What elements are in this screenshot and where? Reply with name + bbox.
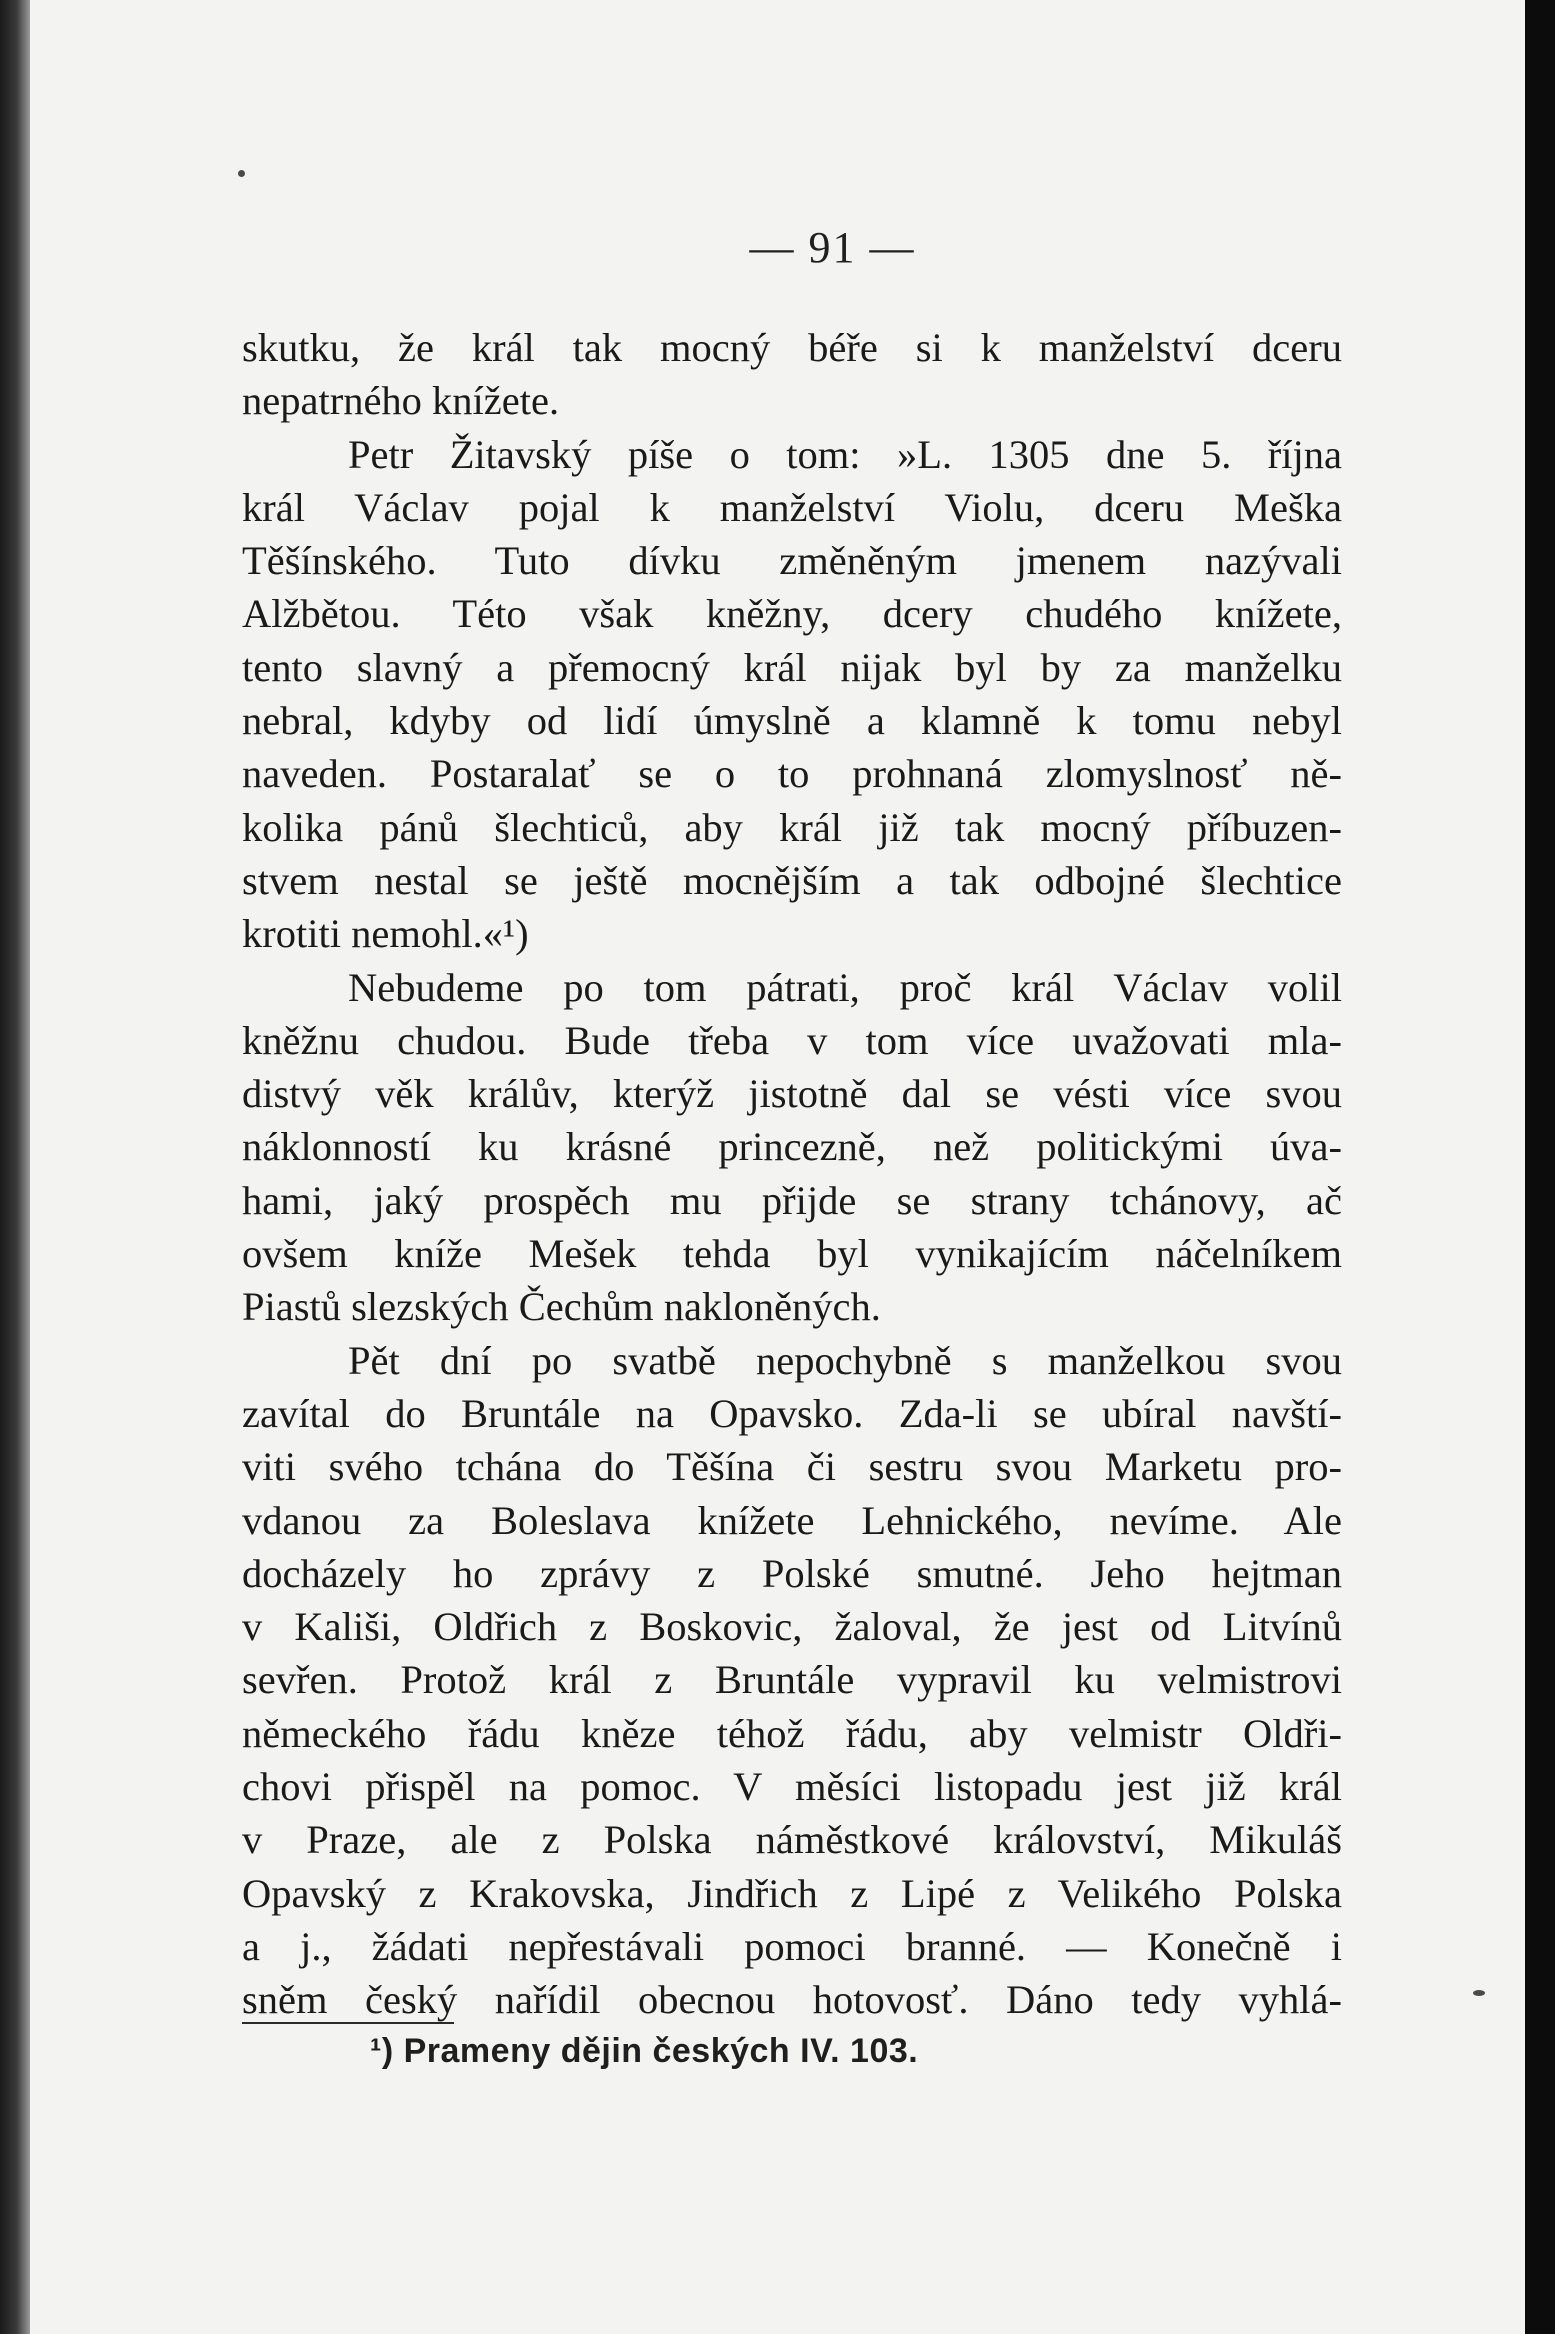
text-line: kněžnu chudou. Bude třeba v tom více uvažovati mla- [242, 1017, 1342, 1063]
text-line: v Praze, ale z Polska náměstkové království, Mikuláš [242, 1817, 1342, 1863]
page-number: — 91 — [749, 223, 916, 272]
text-line: Piastů slezských Čechům nakloněných. [242, 1284, 881, 1330]
text-line: Alžbětou. Této však kněžny, dcery chudého knížete, [242, 591, 1342, 637]
text-line: a j., žádati nepřestávali pomoci branné. — Konečně i [242, 1923, 1342, 1969]
text-line: naveden. Postaralať se o to prohnaná zlomyslnosť ně- [242, 751, 1342, 797]
text-line: Petr Žitavský píše o tom: »L. 1305 dne 5. října [348, 431, 1342, 477]
footnote [370, 2032, 918, 2071]
text-line: sněm český nařídil obecnou hotovosť. Dáno tedy vyhlá- [242, 1977, 1342, 2023]
text-line: distvý věk králův, kterýž jistotně dal se vésti více svou [242, 1071, 1342, 1117]
scan-speck [1473, 1990, 1485, 1996]
text-line: král Václav pojal k manželství Violu, dceru Meška [242, 484, 1342, 530]
text-line: skutku, že král tak mocný béře si k manželství dceru [242, 325, 1342, 370]
text-line: nebral, kdyby od lidí úmyslně a klamně k tomu nebyl [242, 698, 1342, 744]
body-text [242, 321, 1342, 2027]
text-line: zavítal do Bruntále na Opavsko. Zda-li se ubíral navští- [242, 1390, 1342, 1436]
footnote-divider [242, 2022, 454, 2024]
scan-left-edge [0, 0, 30, 2334]
text-line: německého řádu kněze téhož řádu, aby velmistr Oldři- [242, 1710, 1342, 1756]
text-line: hami, jaký prospěch mu přijde se strany tchánovy, ač [242, 1177, 1342, 1223]
text-line: sevřen. Protož král z Bruntále vypravil ku velmistrovi [242, 1657, 1342, 1703]
text-line: chovi přispěl na pomoc. V měsíci listopadu jest již král [242, 1764, 1342, 1810]
text-line: nepatrného knížete. [242, 378, 560, 424]
text-line: tento slavný a přemocný král nijak byl by za manželku [242, 644, 1342, 690]
text-line: stvem nestal se ještě mocnějším a tak odbojné šlechtice [242, 857, 1342, 903]
text-line: náklonností ku krásné princezně, než politickými úva- [242, 1124, 1342, 1170]
text-line: Těšínského. Tuto dívku změněným jmenem nazývali [242, 538, 1342, 584]
text-line: docházely ho zprávy z Polské smutné. Jeho hejtman [242, 1550, 1342, 1596]
footnote-text: Prameny dějin českých IV. 103. [403, 2032, 919, 2070]
text-line: Opavský z Krakovska, Jindřich z Lipé z Velikého Polska [242, 1870, 1342, 1916]
text-line: vdanou za Boleslava knížete Lehnického, nevíme. Ale [242, 1497, 1342, 1543]
text-line: krotiti nemohl.«¹) [242, 911, 529, 957]
book-page [30, 0, 1525, 2334]
scan-speck [238, 170, 245, 177]
text-line: Nebudeme po tom pátrati, proč král Václav volil [348, 964, 1342, 1010]
text-line: Pět dní po svatbě nepochybně s manželkou svou [348, 1337, 1342, 1383]
text-line: ovšem kníže Mešek tehda byl vynikajícím náčelníkem [242, 1231, 1342, 1277]
text-line: v Kališi, Oldřich z Boskovic, žaloval, že jest od Litvínů [242, 1604, 1342, 1650]
text-line: kolika pánů šlechticů, aby král již tak mocný příbuzen- [242, 804, 1342, 850]
footnote-mark: ¹) [370, 2032, 394, 2070]
text-line: viti svého tchána do Těšína či sestru svou Marketu pro- [242, 1444, 1342, 1490]
scan-right-edge [1525, 0, 1555, 2334]
